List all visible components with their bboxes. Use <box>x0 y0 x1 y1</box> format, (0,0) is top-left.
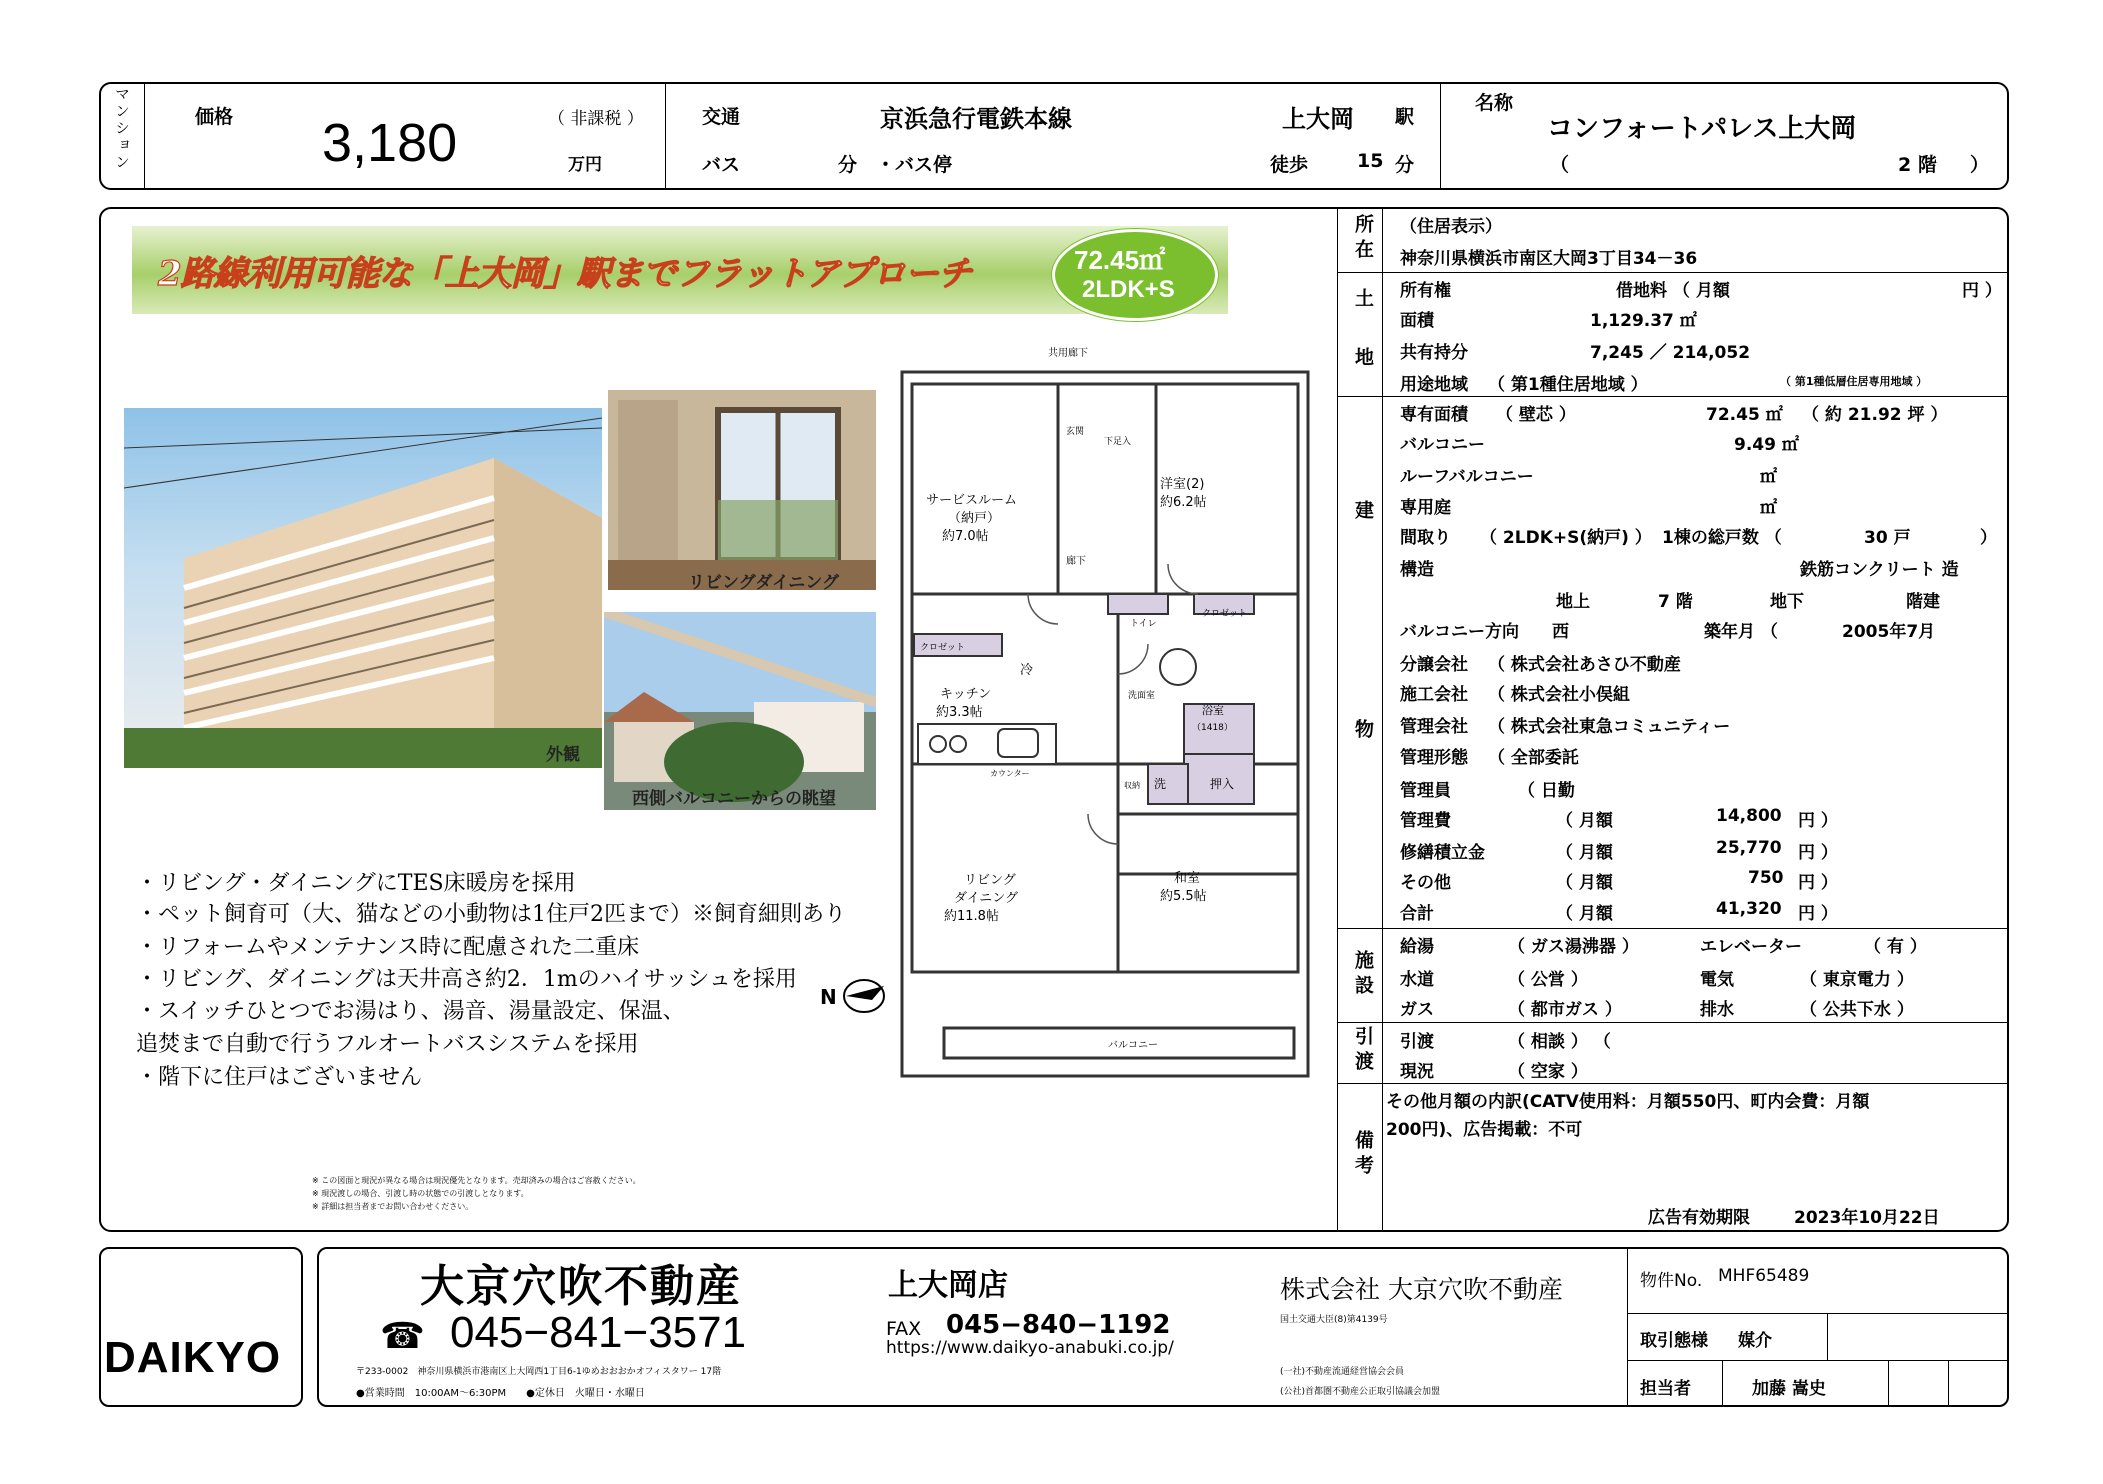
exclusive-kind: （ 壁芯 ） <box>1496 405 1576 425</box>
plan-hallway: 廊下 <box>1066 556 1086 567</box>
plan-dining: ダイニング <box>954 891 1018 906</box>
units-close: ） <box>1980 528 1997 548</box>
plan-kitchen: キッチン <box>940 687 992 702</box>
zone-value: （ 第1種住居地域 ） <box>1488 375 1648 395</box>
total-yen: 円 ） <box>1798 904 1838 924</box>
plan-shoe: 下足入 <box>1104 437 1132 447</box>
drain-label: 排水 <box>1700 1000 1734 1020</box>
fee-value: 14,800 <box>1716 806 1782 826</box>
handover1-value: （ 相談 ） （ <box>1508 1032 1611 1052</box>
gas-value: （ 都市ガス ） <box>1508 1000 1622 1020</box>
repair-monthly: （ 月額 <box>1556 843 1613 863</box>
handover2-value: （ 空家 ） <box>1508 1062 1588 1082</box>
badge-layout: 2LDK+S <box>1082 276 1175 303</box>
plan-label: 間取り <box>1400 528 1451 548</box>
view-illustration <box>604 612 876 810</box>
fee-monthly: （ 月額 <box>1556 811 1613 831</box>
seller-value: （ 株式会社あさひ不動産 <box>1488 655 1681 675</box>
footer-license: 国土交通大臣(8)第4139号 <box>1280 1315 1388 1325</box>
land-area-label: 面積 <box>1400 311 1434 331</box>
feature-2: ・リフォームやメンテナンス時に配慮された二重床 <box>136 935 640 960</box>
transport-label: 交通 <box>702 106 741 128</box>
loc-label: 所在 <box>1352 214 1374 264</box>
below-value: 階建 <box>1906 592 1940 612</box>
repair-yen: 円 ） <box>1798 843 1838 863</box>
loc-value: 神奈川県横浜市南区大岡3丁目34－36 <box>1400 249 1698 269</box>
total-label: 合計 <box>1400 904 1434 924</box>
other-value: 750 <box>1748 868 1784 888</box>
water-label: 水道 <box>1400 970 1434 990</box>
living-illustration <box>608 390 876 590</box>
staff-label: 管理員 <box>1400 781 1451 801</box>
staff-in-charge-value: 加藤 嵩史 <box>1752 1379 1826 1399</box>
feature-1: ・ペット飼育可（大、猫などの小動物は1住戸2匹まで）※飼育細則あり <box>136 902 846 927</box>
plan-washroom: 洗面室 <box>1128 691 1156 701</box>
land-lease-unit: 円 ） <box>1962 281 2002 301</box>
prop-no: MHF65489 <box>1718 1266 1810 1286</box>
zone-value2: （ 第1種低層住居専用地域 ） <box>1780 375 1928 388</box>
land-right: 所有権 <box>1400 281 1451 301</box>
builder-value: （ 株式会社小俣組 <box>1488 685 1630 705</box>
balcony-value: 9.49 ㎡ <box>1734 435 1799 455</box>
seller-label: 分譲会社 <box>1400 655 1468 675</box>
logo-box <box>99 1247 303 1407</box>
units-value: 30 戸 <box>1864 528 1911 548</box>
exterior-caption: 外観 <box>546 745 580 765</box>
footer-hours: ●営業時間 10:00AM〜6:30PM ●定休日 火曜日・水曜日 <box>356 1388 645 1399</box>
bus-min: 分 <box>838 154 858 176</box>
station-name: 上大岡 <box>1282 105 1354 133</box>
below-label: 地下 <box>1770 592 1804 612</box>
share-label: 共有持分 <box>1400 343 1468 363</box>
plan-corridor: 共用廊下 <box>1048 348 1088 359</box>
badge-area: 72.45㎡ <box>1074 245 1166 275</box>
repair-value: 25,770 <box>1716 838 1782 858</box>
feature-3: ・リビング、ダイニングは天井高さ約2．1mのハイサッシュを採用 <box>136 967 797 992</box>
zone-label: 用途地域 <box>1400 375 1468 395</box>
mgmt-value: （ 株式会社東急コミュニティー <box>1488 717 1731 737</box>
footer-tel: 045−841−3571 <box>450 1308 747 1357</box>
elev-label: エレベーター <box>1700 937 1802 957</box>
footer-fax: 045−840−1192 <box>946 1310 1171 1340</box>
exterior-building-illustration <box>124 408 602 768</box>
property-name: コンフォートパレス上大岡 <box>1547 114 1857 144</box>
plan-oshiire: 押入 <box>1210 777 1235 791</box>
remarks-label: 備考 <box>1352 1130 1374 1180</box>
compass-label: N <box>820 985 837 1009</box>
plan-bath-size: （1418） <box>1192 723 1233 733</box>
other-label: その他 <box>1400 873 1451 893</box>
deal-label: 取引態様 <box>1640 1331 1708 1351</box>
drain-value: （ 公共下水 ） <box>1800 1000 1914 1020</box>
elec-label: 電気 <box>1700 970 1734 990</box>
walk-label: 徒歩 <box>1270 154 1309 176</box>
floor-value: 2 階 <box>1898 154 1937 176</box>
floor-close: ） <box>1970 154 1990 176</box>
line-name: 京浜急行電鉄本線 <box>880 105 1072 133</box>
land-lease: 借地料 （ 月額 <box>1616 281 1730 301</box>
footer-company: 大京穴吹不動産 <box>420 1261 742 1312</box>
remarks-text2: 200円)、広告掲載：不可 <box>1386 1120 1583 1140</box>
footer-address: 〒233-0002 神奈川県横浜市港南区上大岡西1丁目6-1ゆめおおおかオフィスタワー 17階 <box>356 1367 722 1377</box>
tiny-note-0: ※ この図面と現況が異なる場合は現況優先となります。売却済みの場合はご容赦ください。 <box>312 1176 641 1185</box>
floorplan <box>898 344 1316 1084</box>
plan-value: （ 2LDK+S(納戸) ） <box>1480 528 1652 548</box>
feature-4: ・スイッチひとつでお湯はり、湯音、湯量設定、保温、 <box>136 999 685 1024</box>
tiny-note-2: ※ 詳細は担当者までお問い合わせください。 <box>312 1202 474 1211</box>
plan-counter: カウンター <box>990 769 1030 778</box>
staff-value: （ 日勤 <box>1518 781 1575 801</box>
garden-value: ㎡ <box>1760 498 1777 518</box>
water-value: （ 公営 ） <box>1508 970 1588 990</box>
plan-living: リビング <box>964 873 1016 888</box>
roof-label: ルーフバルコニー <box>1400 467 1534 487</box>
expiry-label: 広告有効期限 <box>1648 1208 1750 1228</box>
expiry-value: 2023年10月22日 <box>1794 1208 1940 1228</box>
station-suffix: 駅 <box>1395 106 1415 128</box>
facility-label: 施設 <box>1352 950 1374 1000</box>
plan-service-room: サービスルーム <box>926 493 1018 508</box>
plan-closet1: クロゼット <box>920 643 965 653</box>
plan-toilet: トイレ <box>1130 619 1157 629</box>
exclusive-tsubo: （ 約 21.92 坪 ） <box>1802 405 1948 425</box>
handover-label: 引渡 <box>1352 1026 1374 1076</box>
compass-icon <box>818 976 890 1016</box>
staff-in-charge-label: 担当者 <box>1640 1379 1691 1399</box>
bus-stop: ・バス停 <box>876 154 953 176</box>
deal-value: 媒介 <box>1738 1331 1772 1351</box>
land-label: 土地 <box>1352 288 1374 406</box>
plan-fridge: 冷 <box>1020 663 1034 678</box>
plan-balcony: バルコニー <box>1108 1040 1158 1051</box>
plan-washer: 洗 <box>1154 777 1167 791</box>
roof-value: ㎡ <box>1760 467 1777 487</box>
elev-value: （ 有 ） <box>1864 937 1927 957</box>
hot-label: 給湯 <box>1400 937 1434 957</box>
plan-living-size: 約11.8帖 <box>944 909 999 924</box>
feature-5: 追焚まで自動で行うフルオートバスシステムを採用 <box>136 1032 639 1057</box>
name-label: 名称 <box>1475 92 1514 114</box>
plan-japanese-size: 約5.5帖 <box>1160 889 1207 904</box>
exclusive-value: 72.45 ㎡ <box>1706 405 1783 425</box>
exclusive-label: 専有面積 <box>1400 405 1468 425</box>
feature-6: ・階下に住戸はございません <box>136 1065 423 1090</box>
plan-western-size: 約6.2帖 <box>1160 495 1207 510</box>
remarks-text1: その他月額の内訳(CATV使用料：月額550円、町内会費：月額 <box>1386 1092 1870 1112</box>
daikyo-logo: DAIKYO <box>104 1333 282 1382</box>
plan-western-room: 洋室(2) <box>1160 477 1205 492</box>
handover2-label: 現況 <box>1400 1062 1434 1082</box>
exterior-photo <box>124 408 602 768</box>
living-photo <box>608 390 876 590</box>
footer-url[interactable]: https://www.daikyo-anabuki.co.jp/ <box>886 1338 1174 1358</box>
share-value: 7,245 ／ 214,052 <box>1590 343 1751 363</box>
living-caption: リビングダイニング <box>688 573 839 593</box>
built-label: 築年月 （ <box>1704 622 1778 642</box>
floor-open: （ <box>1550 154 1570 176</box>
gas-label: ガス <box>1400 1000 1434 1020</box>
footer-corp: 株式会社 大京穴吹不動産 <box>1280 1275 1563 1304</box>
prop-no-label: 物件No. <box>1640 1271 1703 1291</box>
plan-service-size: 約7.0帖 <box>942 529 989 544</box>
plan-service-sub: （納戸） <box>948 511 1001 526</box>
above-value: 7 階 <box>1658 592 1693 612</box>
plan-entrance: 玄関 <box>1066 427 1085 437</box>
units-label: 1棟の総戸数 （ <box>1662 528 1782 548</box>
form-value: （ 全部委託 <box>1488 748 1579 768</box>
dir-label: バルコニー方向 <box>1400 622 1519 642</box>
footer-assoc2: (公社)首都圏不動産公正取引協議会加盟 <box>1280 1387 1441 1397</box>
category-vertical: マンション <box>113 86 131 171</box>
price-label: 価格 <box>195 106 234 128</box>
other-yen: 円 ） <box>1798 873 1838 893</box>
land-area-value: 1,129.37 ㎡ <box>1590 311 1697 331</box>
builder-label: 施工会社 <box>1400 685 1468 705</box>
loc-head: （住居表示） <box>1400 217 1502 237</box>
price-unit: 万円 <box>568 155 602 175</box>
view-photo <box>604 612 876 810</box>
fee-yen: 円 ） <box>1798 811 1838 831</box>
balcony-label: バルコニー <box>1400 435 1485 455</box>
price-value: 3,180 <box>322 113 458 173</box>
feature-0: ・リビング・ダイニングにTES床暖房を採用 <box>136 871 576 896</box>
fee-label: 管理費 <box>1400 811 1451 831</box>
above-label: 地上 <box>1556 592 1590 612</box>
plan-kitchen-size: 約3.3帖 <box>936 705 983 720</box>
hot-value: （ ガス湯沸器 ） <box>1508 937 1639 957</box>
mgmt-label: 管理会社 <box>1400 717 1468 737</box>
walk-min: 15 <box>1357 150 1384 172</box>
struct-value: 鉄筋コンクリート 造 <box>1800 560 1959 580</box>
garden-label: 専用庭 <box>1400 498 1451 518</box>
walk-unit: 分 <box>1395 154 1415 176</box>
dir-value: 西 <box>1552 622 1569 642</box>
footer-branch: 上大岡店 <box>888 1268 1008 1303</box>
footer-assoc1: (一社)不動産流通経営協会会員 <box>1280 1367 1405 1377</box>
price-tax: （ 非課税 ） <box>548 109 644 129</box>
repair-label: 修繕積立金 <box>1400 843 1485 863</box>
plan-japanese: 和室 <box>1174 871 1201 886</box>
tiny-note-1: ※ 現況渡しの場合、引渡し時の状態での引渡しとなります。 <box>312 1189 529 1198</box>
bus-label: バス <box>702 154 741 176</box>
struct-label: 構造 <box>1400 560 1434 580</box>
total-value: 41,320 <box>1716 899 1782 919</box>
headline-text: 2路線利用可能な「上大岡」駅までフラットアプローチ <box>158 254 971 294</box>
footer-fax-label: FAX <box>886 1318 922 1340</box>
elec-value: （ 東京電力 ） <box>1800 970 1914 990</box>
plan-storage: 収納 <box>1124 781 1140 790</box>
handover1-label: 引渡 <box>1400 1032 1434 1052</box>
built-value: 2005年7月 <box>1842 622 1936 642</box>
building-label: 建物 <box>1352 500 1374 938</box>
other-monthly: （ 月額 <box>1556 873 1613 893</box>
view-caption: 西側バルコニーからの眺望 <box>632 789 836 809</box>
plan-bath: 浴室 <box>1202 704 1224 717</box>
plan-closet2: クロゼット <box>1202 609 1247 619</box>
total-monthly: （ 月額 <box>1556 904 1613 924</box>
phone-icon: ☎ <box>380 1316 425 1357</box>
form-label: 管理形態 <box>1400 748 1468 768</box>
